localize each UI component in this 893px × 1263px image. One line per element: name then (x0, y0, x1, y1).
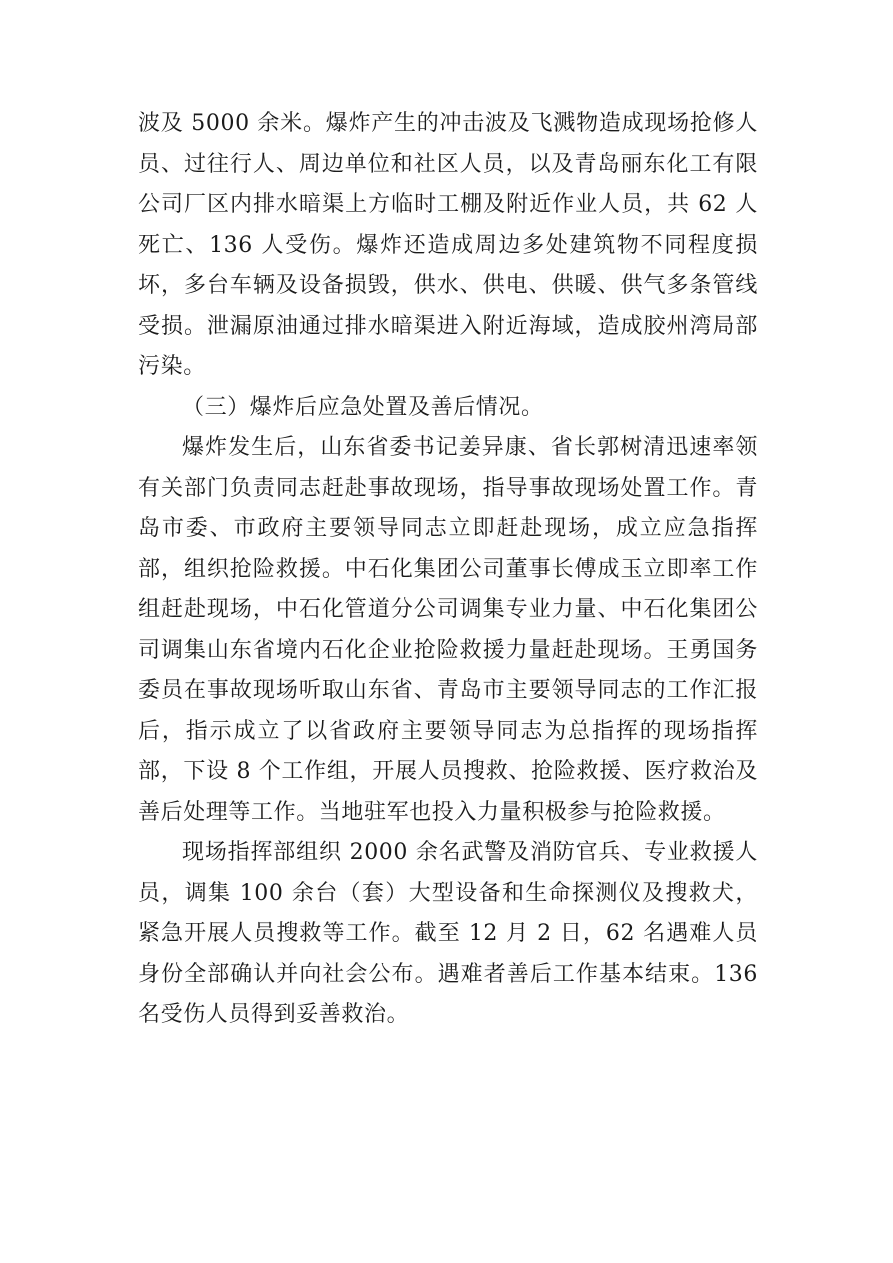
paragraph-blast-consequences: 波及 5000 余米。爆炸产生的冲击波及飞溅物造成现场抢修人员、过往行人、周边单位和社区人员，以及青岛丽东化工有限公司厂区内排水暗渠上方临时工棚及附近作业人员，共 62 人死亡、136 人受伤。爆炸还造成周边多处建筑物不同程度损坏，多台车辆及设备损毁，供水、供电、供暖、供气多条管线受损。泄漏原油通过排水暗渠进入附近海域，造成胶州湾局部污染。 (138, 111, 758, 379)
paragraph-search-rescue: 现场指挥部组织 2000 余名武警及消防官兵、专业救援人员，调集 100 余台（套）大型设备和生命探测仪及搜救犬，紧急开展人员搜救等工作。截至 12 月 2 日，62 名遇难人员身份全部确认并向社会公布。遇难者善后工作基本结束。136 名受伤人员得到妥善救治。 (138, 840, 758, 1027)
section-heading-emergency-response: （三）爆炸后应急处置及善后情况。 (182, 394, 544, 420)
paragraph-response-leadership: 爆炸发生后，山东省委书记姜异康、省长郭树清迅速率领有关部门负责同志赶赴事故现场，指导事故现场处置工作。青岛市委、市政府主要领导同志立即赶赴现场，成立应急指挥部，组织抢险救援。中石化集团公司董事长傅成玉立即率工作组赶赴现场，中石化管道分公司调集专业力量、中石化集团公司调集山东省境内石化企业抢险救援力量赶赴现场。王勇国务委员在事故现场听取山东省、青岛市主要领导同志的工作汇报后，指示成立了以省政府主要领导同志为总指挥的现场指挥部，下设 8 个工作组，开展人员搜救、抢险救援、医疗救治及善后处理等工作。当地驻军也投入力量积极参与抢险救援。 (138, 435, 758, 825)
document-body (138, 104, 758, 1036)
